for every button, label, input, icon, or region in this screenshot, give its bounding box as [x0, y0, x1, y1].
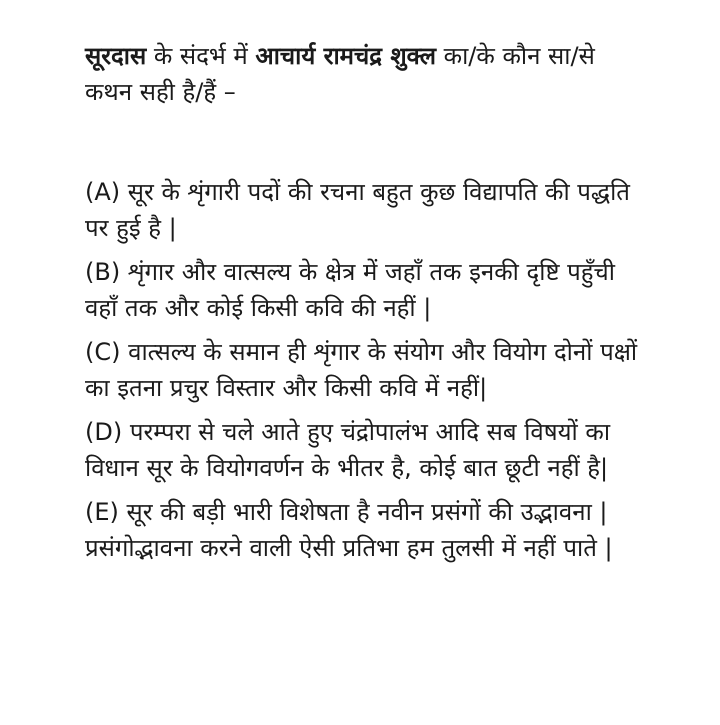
question-subject: सूरदास	[85, 42, 147, 70]
question-critic: आचार्य रामचंद्र शुक्ल	[255, 42, 437, 70]
option-c: (C) वात्सल्य के समान ही शृंगार के संयोग और वियोग दोनों पक्षों का इतना प्रचुर विस्तार और किसी कवि में नहीं|	[85, 338, 638, 402]
question-part-2: का/के कौन सा/से कथन सही है/हैं –	[85, 42, 595, 106]
question-part-1: के संदर्भ में	[146, 42, 256, 70]
question-text	[85, 38, 645, 110]
option-d: (D) परम्परा से चले आते हुए चंद्रोपालंभ आदि सब विषयों का विधान सूर के वियोगवर्णन के भीतर है, कोई बात छूटी नहीं है|	[85, 418, 611, 482]
options-list	[85, 174, 645, 566]
option-e: (E) सूर की बड़ी भारी विशेषता है नवीन प्रसंगों की उद्भावना | प्रसंगोद्भावना करने वाली ऐसी प्रतिभा हम तुलसी में नहीं पाते |	[85, 498, 613, 562]
question-card	[85, 38, 645, 574]
option-a: (A) सूर के शृंगारी पदों की रचना बहुत कुछ विद्यापति की पद्धति पर हुई है |	[85, 178, 630, 242]
option-b: (B) शृंगार और वात्सल्य के क्षेत्र में जहाँ तक इनकी दृष्टि पहुँची वहाँ तक और कोई किसी कवि की नहीं |	[85, 258, 615, 322]
